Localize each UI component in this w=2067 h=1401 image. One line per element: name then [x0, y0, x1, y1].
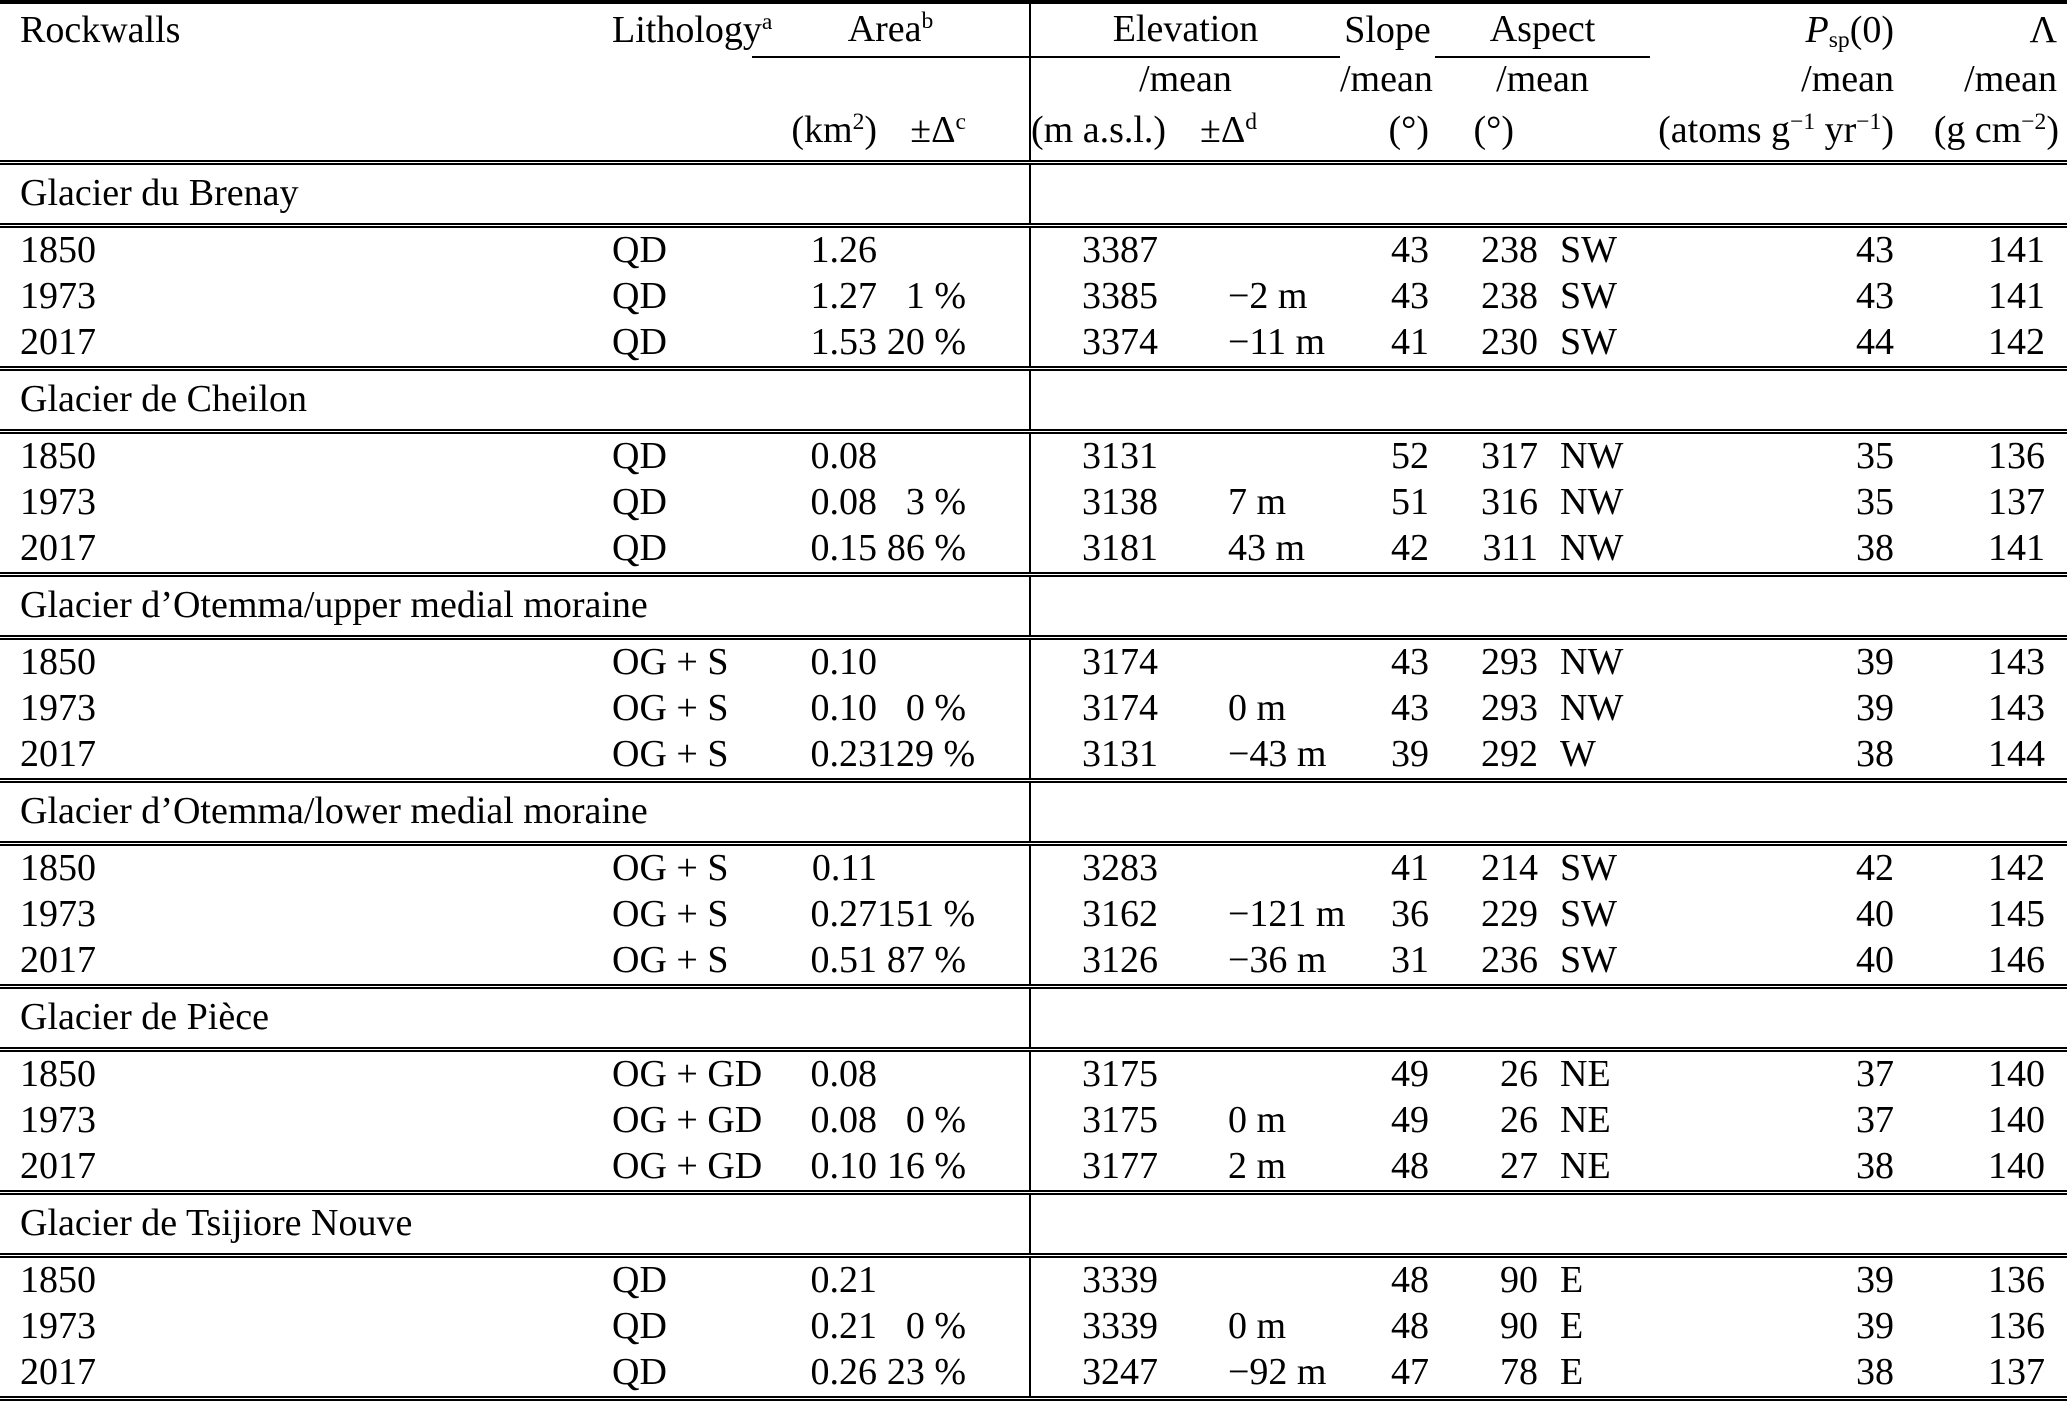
section-spacer — [1030, 781, 2067, 844]
cell-area: 0.27 — [810, 893, 877, 936]
table-row — [0, 1256, 2067, 1305]
cell-elevation: 3283 — [1030, 844, 1170, 893]
cell-aspect-direction: SW — [1560, 893, 1617, 936]
cell-aspect: 316 — [1481, 481, 1538, 524]
cell-area: 0.08 — [810, 481, 877, 524]
table-row — [0, 526, 2067, 575]
cell-aspect: 292 — [1481, 733, 1538, 776]
cell-slope: 48 — [1391, 1305, 1429, 1348]
cell-elevation-delta: 2 m — [1228, 1145, 1287, 1188]
cell-aspect-direction: SW — [1560, 321, 1617, 364]
unit-slope: (°) — [1388, 109, 1429, 152]
cell-lithology: OG + S — [612, 939, 729, 982]
table-row — [0, 1144, 2067, 1193]
cell-lambda: 146 — [1988, 939, 2045, 982]
cell-slope: 43 — [1391, 641, 1429, 684]
cell-elevation-delta: −43 m — [1228, 733, 1327, 776]
cell-psp: 40 — [1856, 893, 1894, 936]
cell-area-delta: 20 % — [886, 321, 966, 364]
cell-aspect-direction: NW — [1560, 687, 1624, 730]
cell-year: 1973 — [20, 1305, 96, 1348]
cell-aspect: 293 — [1481, 641, 1538, 684]
cell-area: 0.08 — [810, 1053, 877, 1096]
cell-aspect: 26 — [1500, 1099, 1538, 1142]
cell-area-delta — [877, 432, 1030, 481]
section-header-row — [0, 987, 2067, 1050]
cell-aspect-direction: NE — [1560, 1145, 1611, 1188]
cell-year: 2017 — [20, 321, 96, 364]
cell-slope: 43 — [1391, 687, 1429, 730]
cell-elevation-delta: −36 m — [1228, 939, 1327, 982]
cell-area: 0.21 — [810, 1259, 877, 1302]
cell-slope: 41 — [1391, 847, 1429, 890]
cell-lithology: OG + GD — [612, 1099, 763, 1142]
cell-lambda: 143 — [1988, 641, 2045, 684]
cell-elevation: 3247 — [1030, 1350, 1170, 1399]
cell-area: 0.21 — [810, 1305, 877, 1348]
cell-lithology: OG + S — [612, 847, 729, 890]
cell-slope: 41 — [1391, 321, 1429, 364]
cell-elevation-delta: 0 m — [1228, 1099, 1287, 1142]
cell-year: 2017 — [20, 1145, 96, 1188]
cell-aspect: 311 — [1482, 527, 1538, 570]
section-header-row — [0, 163, 2067, 226]
unit-area-delta: $\pm\Delta^c$ — [910, 109, 966, 152]
cell-elevation: 3174 — [1030, 686, 1170, 732]
cell-lithology: QD — [612, 229, 667, 272]
cell-slope: 42 — [1391, 527, 1429, 570]
cell-area-delta — [877, 638, 1030, 687]
cell-area: 1.26 — [810, 229, 877, 272]
cell-elevation: 3181 — [1030, 526, 1170, 575]
cell-lithology: QD — [612, 481, 667, 524]
cell-slope: 52 — [1391, 435, 1429, 478]
col-header-elevation: Elevation — [1030, 2, 1340, 57]
cell-year: 1850 — [20, 1053, 96, 1096]
cell-area-delta: 16 % — [886, 1145, 966, 1188]
cell-elevation: 3126 — [1030, 938, 1170, 987]
unit-elevation: (m a.s.l.) — [1030, 102, 1170, 163]
table-row — [0, 892, 2067, 938]
cell-lambda: 140 — [1988, 1053, 2045, 1096]
cell-slope: 48 — [1391, 1145, 1429, 1188]
cell-area-delta: 86 % — [886, 527, 966, 570]
cell-lithology: QD — [612, 1305, 667, 1348]
cell-slope: 43 — [1391, 275, 1429, 318]
table-row — [0, 732, 2067, 781]
section-name: Glacier de Pièce — [0, 987, 1030, 1050]
cell-slope: 49 — [1391, 1099, 1429, 1142]
table-row — [0, 226, 2067, 275]
table-row — [0, 1350, 2067, 1399]
cell-area-delta — [877, 1050, 1030, 1099]
cell-area: 0.10 — [810, 641, 877, 684]
cell-elevation: 3162 — [1030, 892, 1170, 938]
cell-elevation-delta — [1170, 844, 1340, 893]
cell-elevation: 3339 — [1030, 1256, 1170, 1305]
cell-area-delta: 151 % — [877, 893, 976, 936]
unit-elevation-delta: $\pm\Delta^d$ — [1200, 109, 1258, 152]
cell-elevation: 3131 — [1030, 432, 1170, 481]
cell-area-delta: 0 % — [905, 1305, 966, 1348]
cell-aspect-direction: E — [1560, 1351, 1584, 1394]
section-header-row — [0, 781, 2067, 844]
cell-elevation: 3374 — [1030, 320, 1170, 369]
section-name: Glacier d’Otemma/upper medial moraine — [0, 575, 1030, 638]
cell-area: 0.15 — [810, 527, 877, 570]
cell-area-delta: 87 % — [886, 939, 966, 982]
cell-elevation: 3138 — [1030, 480, 1170, 526]
cell-psp: 39 — [1856, 1305, 1894, 1348]
cell-lambda: 141 — [1988, 229, 2045, 272]
cell-elevation-delta: −11 m — [1228, 321, 1326, 364]
cell-psp: 40 — [1856, 939, 1894, 982]
cell-aspect: 90 — [1500, 1259, 1538, 1302]
cell-area-delta: 0 % — [905, 687, 966, 730]
cell-elevation-delta: 7 m — [1228, 481, 1287, 524]
cell-elevation-delta: −92 m — [1228, 1351, 1327, 1394]
cell-aspect: 214 — [1481, 847, 1538, 890]
glacier-section — [0, 781, 2067, 987]
cell-area: 0.51 — [810, 939, 877, 982]
cell-area-delta: 3 % — [905, 481, 966, 524]
cell-year: 1973 — [20, 481, 96, 524]
cell-year: 2017 — [20, 939, 96, 982]
cell-aspect: 317 — [1481, 435, 1538, 478]
glacier-section — [0, 369, 2067, 575]
cell-area: 0.08 — [810, 1099, 877, 1142]
cell-slope: 48 — [1391, 1259, 1429, 1302]
col-header-aspect: Aspect — [1435, 2, 1650, 57]
cell-lithology: QD — [612, 435, 667, 478]
cell-psp: 39 — [1856, 687, 1894, 730]
glacier-section — [0, 1193, 2067, 1399]
cell-psp: 39 — [1856, 641, 1894, 684]
cell-year: 2017 — [20, 733, 96, 776]
unit-psp: (atoms $g^{-1}$ $yr^{-1}$) — [1658, 109, 1894, 152]
cell-lithology: QD — [612, 321, 667, 364]
cell-slope: 39 — [1391, 733, 1429, 776]
cell-elevation-delta: −121 m — [1228, 893, 1346, 936]
cell-area: 1.53 — [810, 321, 877, 364]
header-row-mean — [0, 57, 2067, 102]
cell-area-delta: 0 % — [905, 1099, 966, 1142]
glacier-section — [0, 163, 2067, 369]
cell-psp: 38 — [1856, 527, 1894, 570]
cell-elevation: 3177 — [1030, 1144, 1170, 1193]
header-row-units — [0, 102, 2067, 163]
table-row — [0, 638, 2067, 687]
cell-area: 0.26 — [810, 1351, 877, 1394]
cell-lambda: 137 — [1988, 481, 2045, 524]
cell-slope: 43 — [1391, 229, 1429, 272]
cell-area: 0.10 — [810, 687, 877, 730]
cell-aspect-direction: SW — [1560, 275, 1617, 318]
cell-year: 1850 — [20, 435, 96, 478]
cell-elevation: 3174 — [1030, 638, 1170, 687]
cell-lambda: 140 — [1988, 1145, 2045, 1188]
section-name: Glacier de Cheilon — [0, 369, 1030, 432]
cell-psp: 38 — [1856, 1351, 1894, 1394]
cell-psp: 37 — [1856, 1099, 1894, 1142]
cell-slope: 51 — [1391, 481, 1429, 524]
cell-elevation-delta — [1170, 432, 1340, 481]
cell-aspect: 78 — [1500, 1351, 1538, 1394]
mean-label-lambda: /mean — [1964, 57, 2057, 100]
section-header-row — [0, 1193, 2067, 1256]
table-row — [0, 432, 2067, 481]
cell-lambda: 136 — [1988, 435, 2045, 478]
col-header-rockwalls: Rockwalls — [20, 8, 181, 51]
mean-label-aspect: /mean — [1496, 58, 1589, 101]
table-header — [0, 2, 2067, 163]
cell-lambda: 141 — [1988, 527, 2045, 570]
cell-lithology: QD — [612, 275, 667, 318]
cell-elevation-delta: 0 m — [1228, 687, 1287, 730]
cell-aspect-direction: NE — [1560, 1099, 1611, 1142]
section-spacer — [1030, 987, 2067, 1050]
table-row — [0, 1050, 2067, 1099]
cell-elevation-delta — [1170, 638, 1340, 687]
cell-year: 1850 — [20, 1259, 96, 1302]
section-spacer — [1030, 575, 2067, 638]
cell-year: 1973 — [20, 687, 96, 730]
cell-psp: 44 — [1856, 321, 1894, 364]
cell-psp: 43 — [1856, 229, 1894, 272]
section-header-row — [0, 369, 2067, 432]
cell-area: 0.11 — [811, 847, 877, 890]
table-row — [0, 938, 2067, 987]
cell-elevation-delta: 0 m — [1228, 1305, 1287, 1348]
glacier-section — [0, 987, 2067, 1193]
cell-area-delta: 23 % — [886, 1351, 966, 1394]
cell-aspect-direction: SW — [1560, 229, 1617, 272]
cell-lithology: OG + S — [612, 893, 729, 936]
cell-aspect-direction: NW — [1560, 481, 1624, 524]
cell-lithology: QD — [612, 1259, 667, 1302]
header-row-groups — [0, 2, 2067, 57]
cell-psp: 35 — [1856, 481, 1894, 524]
cell-lambda: 142 — [1988, 847, 2045, 890]
cell-year: 1850 — [20, 229, 96, 272]
section-name: Glacier d’Otemma/lower medial moraine — [0, 781, 1030, 844]
cell-aspect-direction: NE — [1560, 1053, 1611, 1096]
cell-lithology: OG + S — [612, 641, 729, 684]
cell-aspect: 230 — [1481, 321, 1538, 364]
cell-psp: 42 — [1856, 847, 1894, 890]
cell-slope: 49 — [1391, 1053, 1429, 1096]
cell-year: 1973 — [20, 275, 96, 318]
section-spacer — [1030, 1193, 2067, 1256]
cell-slope: 47 — [1391, 1351, 1429, 1394]
cell-elevation: 3387 — [1030, 226, 1170, 275]
cell-year: 1850 — [20, 847, 96, 890]
col-header-lambda: Λ — [2029, 8, 2057, 51]
cell-year: 1850 — [20, 641, 96, 684]
cell-elevation: 3339 — [1030, 1304, 1170, 1350]
section-spacer — [1030, 163, 2067, 226]
cell-area-delta: 1 % — [905, 275, 966, 318]
cell-lambda: 136 — [1988, 1259, 2045, 1302]
cell-psp: 38 — [1856, 1145, 1894, 1188]
cell-aspect: 293 — [1481, 687, 1538, 730]
cell-lithology: OG + GD — [612, 1145, 763, 1188]
cell-area: 0.08 — [810, 435, 877, 478]
cell-aspect: 229 — [1481, 893, 1538, 936]
cell-aspect: 90 — [1500, 1305, 1538, 1348]
cell-year: 2017 — [20, 527, 96, 570]
cell-slope: 31 — [1391, 939, 1429, 982]
col-header-psp: $P_{sp}(0)$ — [1805, 8, 1894, 53]
mean-label-psp: /mean — [1801, 57, 1894, 100]
cell-lambda: 136 — [1988, 1305, 2045, 1348]
cell-elevation-delta — [1170, 226, 1340, 275]
cell-elevation-delta — [1170, 1256, 1340, 1305]
cell-lithology: OG + GD — [612, 1053, 763, 1096]
cell-aspect-direction: E — [1560, 1259, 1584, 1302]
cell-elevation: 3131 — [1030, 732, 1170, 781]
cell-area: 0.10 — [810, 1145, 877, 1188]
cell-area-delta — [877, 226, 1030, 275]
cell-psp: 35 — [1856, 435, 1894, 478]
cell-aspect: 27 — [1500, 1145, 1538, 1188]
table-row — [0, 686, 2067, 732]
table-row — [0, 1098, 2067, 1144]
cell-lambda: 144 — [1988, 733, 2045, 776]
table-row — [0, 320, 2067, 369]
mean-label-slope: /mean — [1340, 57, 1433, 100]
cell-lithology: OG + S — [612, 687, 729, 730]
cell-area: 0.23 — [810, 733, 877, 776]
cell-elevation: 3175 — [1030, 1050, 1170, 1099]
cell-elevation-delta: 43 m — [1228, 527, 1306, 570]
cell-aspect-direction: SW — [1560, 939, 1617, 982]
cell-lambda: 143 — [1988, 687, 2045, 730]
col-header-slope: Slope — [1344, 8, 1431, 51]
col-header-lithology: Lithology$^a$ — [612, 8, 773, 51]
unit-area: $(km^2)$ — [791, 109, 877, 152]
cell-psp: 43 — [1856, 275, 1894, 318]
section-name: Glacier du Brenay — [0, 163, 1030, 226]
cell-lambda: 141 — [1988, 275, 2045, 318]
cell-elevation-delta — [1170, 1050, 1340, 1099]
cell-area-delta: 129 % — [877, 733, 976, 776]
section-spacer — [1030, 369, 2067, 432]
cell-aspect: 236 — [1481, 939, 1538, 982]
cell-year: 1973 — [20, 893, 96, 936]
unit-lambda: (g $cm^{-2}$) — [1933, 109, 2059, 152]
cell-aspect-direction: SW — [1560, 847, 1617, 890]
cell-psp: 38 — [1856, 733, 1894, 776]
cell-psp: 39 — [1856, 1259, 1894, 1302]
cell-aspect: 238 — [1481, 229, 1538, 272]
cell-lambda: 142 — [1988, 321, 2045, 364]
cell-slope: 36 — [1391, 893, 1429, 936]
cell-aspect-direction: W — [1560, 733, 1596, 776]
cell-aspect-direction: NW — [1560, 641, 1624, 684]
section-header-row — [0, 575, 2067, 638]
cell-elevation: 3385 — [1030, 274, 1170, 320]
table-row — [0, 844, 2067, 893]
mean-label-elevation: /mean — [1030, 57, 1340, 102]
glacier-section — [0, 575, 2067, 781]
cell-lithology: QD — [612, 1351, 667, 1394]
cell-aspect-direction: NW — [1560, 435, 1624, 478]
unit-aspect: (°) — [1473, 109, 1514, 152]
cell-lambda: 145 — [1988, 893, 2045, 936]
cell-aspect-direction: NW — [1560, 527, 1624, 570]
cell-year: 1973 — [20, 1099, 96, 1142]
cell-lithology: QD — [612, 527, 667, 570]
col-header-area: Area$^b$ — [752, 2, 1030, 57]
cell-elevation: 3175 — [1030, 1098, 1170, 1144]
cell-year: 2017 — [20, 1351, 96, 1394]
cell-area-delta — [877, 844, 1030, 893]
table-row — [0, 274, 2067, 320]
section-name: Glacier de Tsijiore Nouve — [0, 1193, 1030, 1256]
cell-area: 1.27 — [810, 275, 877, 318]
cell-aspect: 238 — [1481, 275, 1538, 318]
cell-aspect-direction: E — [1560, 1305, 1584, 1348]
cell-lambda: 137 — [1988, 1351, 2045, 1394]
cell-aspect: 26 — [1500, 1053, 1538, 1096]
cell-lambda: 140 — [1988, 1099, 2045, 1142]
cell-psp: 37 — [1856, 1053, 1894, 1096]
cell-elevation-delta: −2 m — [1228, 275, 1308, 318]
cell-area-delta — [877, 1256, 1030, 1305]
cell-lithology: OG + S — [612, 733, 729, 776]
table-row — [0, 480, 2067, 526]
table-row — [0, 1304, 2067, 1350]
